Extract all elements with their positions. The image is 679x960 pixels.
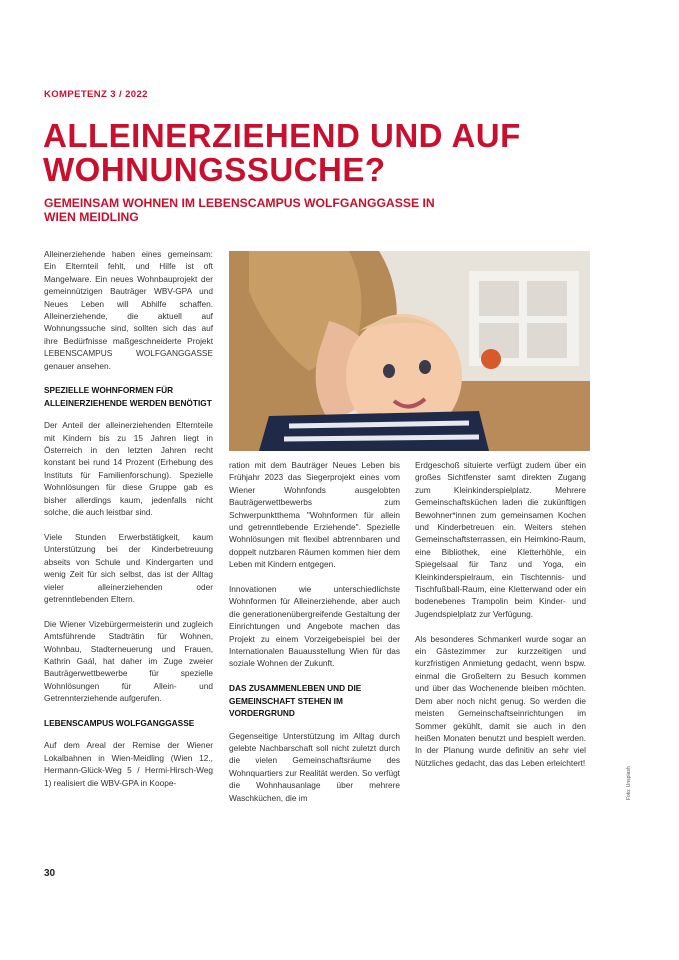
paragraph: Viele Stunden Erwerbstätigkeit, kaum Unterstützung bei der Kinderbetreuung abseits von Schule und Kindergarten und wenig Zeit für sich selbst, das ist der Alltag vieler alleinerziehenden oder getrenntlebenden Eltern.: [44, 531, 213, 604]
paragraph: Erdgeschoß situierte verfügt zudem über ein großes Sichtfenster samt direkten Zugang zum Kleinkinderspielplatz. Mehrere Gemeinschaftsküchen laden die zukünftigen Bewohner*innen zum gemeinsamen Kochen und Kinderbetreuen ein. Weiters stehen Gemeinschaftsterrassen, ein Heimkino-Raum, eine Bibliothek, eine Kletterhöhle, ein Spiegelsaal für Tanz und Yoga, ein Kleinkinderspielraum, ein Tischtennis- und Tischfußball-Raum, eine Kletterwand oder ein bodenebenes Trampolin beim Kinder- und Jugendspielplatz zur Verfügung.: [415, 460, 586, 619]
paragraph: Innovationen wie unterschiedlichste Wohnformen für Alleinerziehende, aber auch die generationenübergreifende Gestaltung der Einrichtungen und Angebote machen das Projekt zu einem Vorzeigebeispiel bei der Internationalen Bauausstellung Wien für das soziale Wohnen der Zukunft.: [229, 584, 400, 669]
article-title: ALLEINERZIEHEND UND AUF WOHNUNGSSUCHE?: [43, 117, 521, 188]
paragraph: Auf dem Areal der Remise der Wiener Lokalbahnen in Wien-Meidling (Wien 12., Hermann-Glück-Weg 5 / Hermi-Hirsch-Weg 1) realisiert die WBV-GPA in Koope-: [44, 740, 213, 788]
article-subtitle: GEMEINSAM WOHNEN IM LEBENSCAMPUS WOLFGANGGASSE IN WIEN MEIDLING: [44, 196, 435, 224]
text-column-1: [44, 248, 213, 801]
photo-illustration: [229, 251, 590, 451]
text-column-3: [415, 459, 586, 782]
paragraph: ration mit dem Bauträger Neues Leben bis Frühjahr 2023 das Siegerprojekt eines vom Wiener Wohnfonds ausgelobten Bauträgerwettbewerbs zum Schwerpunktthema "Wohnformen für allein und getrenntlebende Erziehende". Spezielle Wohnlösungen mit flexibel abtrennbaren und doppelt nutzbaren Räumen kommen hier dem Leben mit Kindern entgegen.: [229, 460, 400, 570]
paragraph: Der Anteil der alleinerziehenden Elternteile mit Kindern bis zu 15 Jahren liegt in Österreich in den letzten Jahren recht konstant bei rund 14 Prozent (Erhebung des Instituts für Familienforschung). Spezielle Wohnlösungen für diese Gruppe gab es bisher allerdings kaum, jedenfalls nicht solche, die auch leistbar sind.: [44, 420, 213, 518]
photo-credit: Foto: Unsplash: [626, 766, 632, 800]
paragraph: Die Wiener Vizebürgermeisterin und zugleich Amtsführende Stadträtin für Wohnen, Wohnbau, Stadterneuerung und Frauen, Kathrin Gaál, hat daher im Zuge zweier Bauträgerwettbewerbe für spezielle Wohnlösungen für Allein- und Getrennterziehende aufgerufen.: [44, 618, 213, 704]
section-heading: DAS ZUSAMMENLEBEN UND DIE GEMEINSCHAFT STEHEN IM VORDERGRUND: [229, 683, 362, 719]
page-number: 30: [44, 868, 56, 879]
mother-and-baby-photo: [229, 251, 590, 451]
section-heading: SPEZIELLE WOHNFORMEN FÜR ALLEINERZIEHENDE WERDEN BENÖTIGT: [44, 385, 212, 408]
paragraph: Als besonderes Schmankerl wurde sogar an ein Gästezimmer zur kurzzeitigen und kurzfristigen Anmietung gedacht, wenn bspw. einmal die Großeltern zu Besuch kommen und über das Wochenende bleiben möchten. Dem aber noch nicht genug. So werden die meisten Gemeinschaftseinrichtungen im Sommer gekühlt, damit sie auch in den heißen Monaten benutzt und bespielt werden. In der Planung wurde definitiv an sehr viel Nützliches gedacht, das das Leben erleichtert!: [415, 633, 586, 768]
section-heading: LEBENSCAMPUS WOLFGANGGASSE: [44, 717, 195, 728]
text-column-2: [229, 459, 400, 816]
magazine-issue-label: KOMPETENZ 3 / 2022: [44, 89, 148, 100]
paragraph: Gegenseitige Unterstützung im Alltag durch gelebte Nachbarschaft soll nicht zuletzt durch die vielen Gemeinschaftsräume des Wohnquartiers zur Realität werden. So verfügt die Wohnhausanlage über mehrere Waschküchen, die im: [229, 730, 400, 803]
intro-paragraph: Alleinerziehende haben eines gemeinsam: Ein Elternteil fehlt, und Hilfe ist oft Mangelware. Ein neues Wohnbauprojekt der gemeinnützigen Bauträger WBV-GPA und Neues Leben will Abhilfe schaffen. Alleinerziehende, die aktuell auf Wohnungssuche sind, sollten sich das auf ihre Bedürfnisse maßgeschneiderte Projekt LEBENSCAMPUS WOLFGANGGASSE genauer ansehen.: [44, 249, 213, 371]
